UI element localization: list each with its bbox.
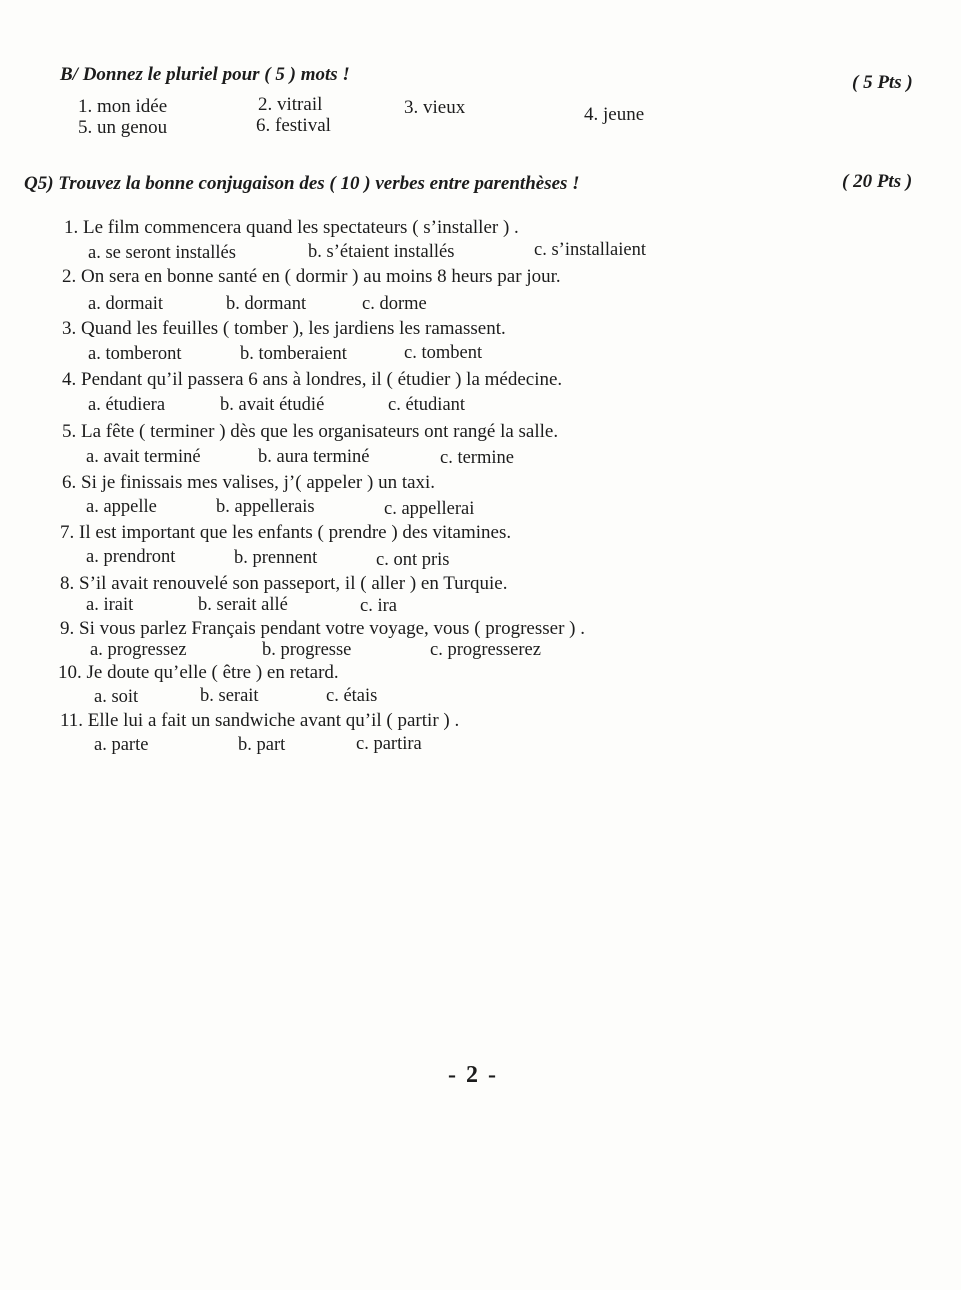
q10-option-c: c. étais bbox=[326, 686, 378, 706]
q2-option-a: a. dormait bbox=[88, 294, 164, 314]
q11-option-a: a. parte bbox=[94, 735, 149, 755]
plural-word-4: 4. jeune bbox=[584, 104, 645, 125]
q4-option-b: b. avait étudié bbox=[220, 395, 325, 415]
q11-option-b: b. part bbox=[238, 735, 286, 755]
q7-option-c: c. ont pris bbox=[376, 550, 450, 570]
section-b-title: B/ Donnez le pluriel pour ( 5 ) mots ! bbox=[60, 64, 350, 85]
plural-word-6: 6. festival bbox=[256, 115, 331, 136]
q5-option-a: a. avait terminé bbox=[86, 447, 201, 467]
q1-option-c: c. s’installaient bbox=[534, 240, 646, 260]
q3-option-a: a. tomberont bbox=[88, 344, 182, 364]
question-8: 8. S’il avait renouvelé son passeport, il ( aller ) en Turquie. bbox=[60, 573, 508, 594]
q9-option-b: b. progresse bbox=[262, 640, 352, 660]
q11-option-c: c. partira bbox=[356, 734, 422, 754]
q5-option-b: b. aura terminé bbox=[258, 447, 370, 467]
question-6: 6. Si je finissais mes valises, j’( appeler ) un taxi. bbox=[62, 472, 436, 493]
q8-option-b: b. serait allé bbox=[198, 595, 288, 615]
question-11: 11. Elle lui a fait un sandwiche avant qu’il ( partir ) . bbox=[60, 710, 460, 731]
q8-option-a: a. irait bbox=[86, 595, 134, 615]
q4-option-c: c. étudiant bbox=[388, 395, 466, 415]
q9-option-a: a. progressez bbox=[90, 640, 187, 660]
q2-option-b: b. dormant bbox=[226, 294, 307, 314]
q10-option-a: a. soit bbox=[94, 687, 139, 707]
question-9: 9. Si vous parlez Français pendant votre voyage, vous ( progresser ) . bbox=[60, 618, 585, 639]
q5-title: Q5) Trouvez la bonne conjugaison des ( 10 ) verbes entre parenthèses ! bbox=[24, 173, 580, 194]
q6-option-b: b. appellerais bbox=[216, 497, 315, 517]
plural-word-1: 1. mon idée bbox=[78, 96, 168, 117]
q2-option-c: c. dorme bbox=[362, 294, 427, 314]
q1-option-b: b. s’étaient installés bbox=[308, 242, 455, 262]
question-10: 10. Je doute qu’elle ( être ) en retard. bbox=[58, 662, 339, 683]
question-1: 1. Le film commencera quand les spectateurs ( s’installer ) . bbox=[64, 217, 519, 238]
question-5: 5. La fête ( terminer ) dès que les organisateurs ont rangé la salle. bbox=[62, 421, 559, 442]
q6-option-a: a. appelle bbox=[86, 497, 157, 517]
q1-option-a: a. se seront installés bbox=[88, 243, 236, 263]
q7-option-b: b. prennent bbox=[234, 548, 318, 568]
question-4: 4. Pendant qu’il passera 6 ans à londres, il ( étudier ) la médecine. bbox=[62, 369, 563, 390]
plural-word-3: 3. vieux bbox=[404, 97, 466, 118]
q3-option-b: b. tomberaient bbox=[240, 344, 347, 364]
question-2: 2. On sera en bonne santé en ( dormir ) au moins 8 heurs par jour. bbox=[62, 266, 561, 287]
q3-option-c: c. tombent bbox=[404, 343, 483, 363]
q10-option-b: b. serait bbox=[200, 686, 259, 706]
section-b-points: ( 5 Pts ) bbox=[852, 72, 913, 93]
q6-option-c: c. appellerai bbox=[384, 499, 475, 519]
q5-option-c: c. termine bbox=[440, 448, 514, 468]
q7-option-a: a. prendront bbox=[86, 547, 176, 567]
plural-word-5: 5. un genou bbox=[78, 117, 168, 138]
q4-option-a: a. étudiera bbox=[88, 395, 166, 415]
question-7: 7. Il est important que les enfants ( prendre ) des vitamines. bbox=[60, 522, 512, 543]
question-3: 3. Quand les feuilles ( tomber ), les jardiens les ramassent. bbox=[62, 318, 506, 339]
q5-points: ( 20 Pts ) bbox=[842, 171, 913, 192]
q8-option-c: c. ira bbox=[360, 596, 397, 616]
page-number: - 2 - bbox=[448, 1062, 498, 1088]
q9-option-c: c. progresserez bbox=[430, 640, 541, 660]
plural-word-2: 2. vitrail bbox=[258, 94, 323, 115]
